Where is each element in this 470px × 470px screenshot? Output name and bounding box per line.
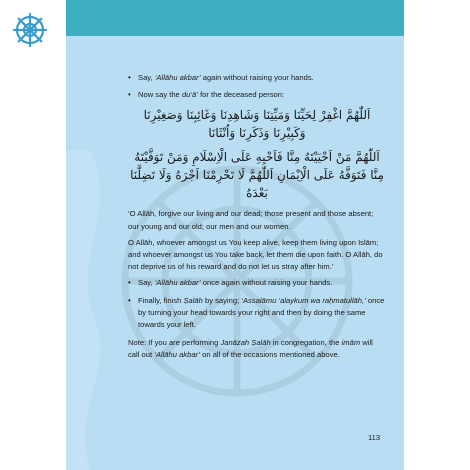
book-page: [66, 0, 404, 470]
page-number: 113: [368, 433, 381, 442]
list-item: • Now say the du‘ā’ for the deceased person:: [128, 89, 386, 101]
instruction-list-top: [128, 72, 386, 101]
translation-2: O Allāh, whoever amongst us You keep alive, keep them living upon Islām; and whoever amongst us You take back, let them die upon faith. O Allāh, do not deprive us of his reward and do not let us stray after him.’: [128, 237, 383, 272]
instruction-list-bottom: [128, 277, 386, 331]
translation-1: ‘O Allāh, forgive our living and our dead; those present and those absent; our young and our old; our men and our women.: [128, 209, 374, 231]
list-item: • Say, ‘Allāhu akbar’ once again without raising your hands.: [128, 277, 386, 289]
header-band: [66, 0, 404, 36]
publisher-logo-icon: [10, 10, 50, 50]
list-item: • Finally, finish Ṣalāh by saying; ‘Assalāmu ‘alaykum wa raḥmatullāh,’ once by turning your head towards your right and then by doing the same towards your left.: [128, 295, 386, 332]
arabic-dua-1: اَللّٰهُمَّ اغْفِرْ لِحَيِّنَا وَمَيِّتِنَا وَشَاهِدِنَا وَغَائِبِنَا وَصَغِيْرِنَا وَكَبِيْرِنَا وَذَكَرِنَا وَاُنْثَانَا: [143, 108, 371, 141]
content: [128, 72, 386, 366]
arabic-dua-2: اَللّٰهُمَّ مَنْ اَحْيَيْتَهُ مِنَّا فَاَحْيِهِ عَلَى الْاِسْلَامِ وَمَنْ تَوَفَّيْتَهُ مِنَّا فَتَوَفَّهُ عَلَى الْاِيْمَانِ اَللّٰهُمَّ لَا تَحْرِمْنَا اَجْرَهُ وَلَا تَضِلَّنَا بَعْدَهُ: [130, 150, 384, 201]
congregation-note: Note: If you are performing Janāzah Ṣalāh in congregation, the imām will call out ‘Allāhu akbar’ on all of the occasions mentioned above.: [128, 338, 373, 360]
list-item: • Say, ‘Allāhu akbar’ again without raising your hands.: [128, 72, 386, 84]
